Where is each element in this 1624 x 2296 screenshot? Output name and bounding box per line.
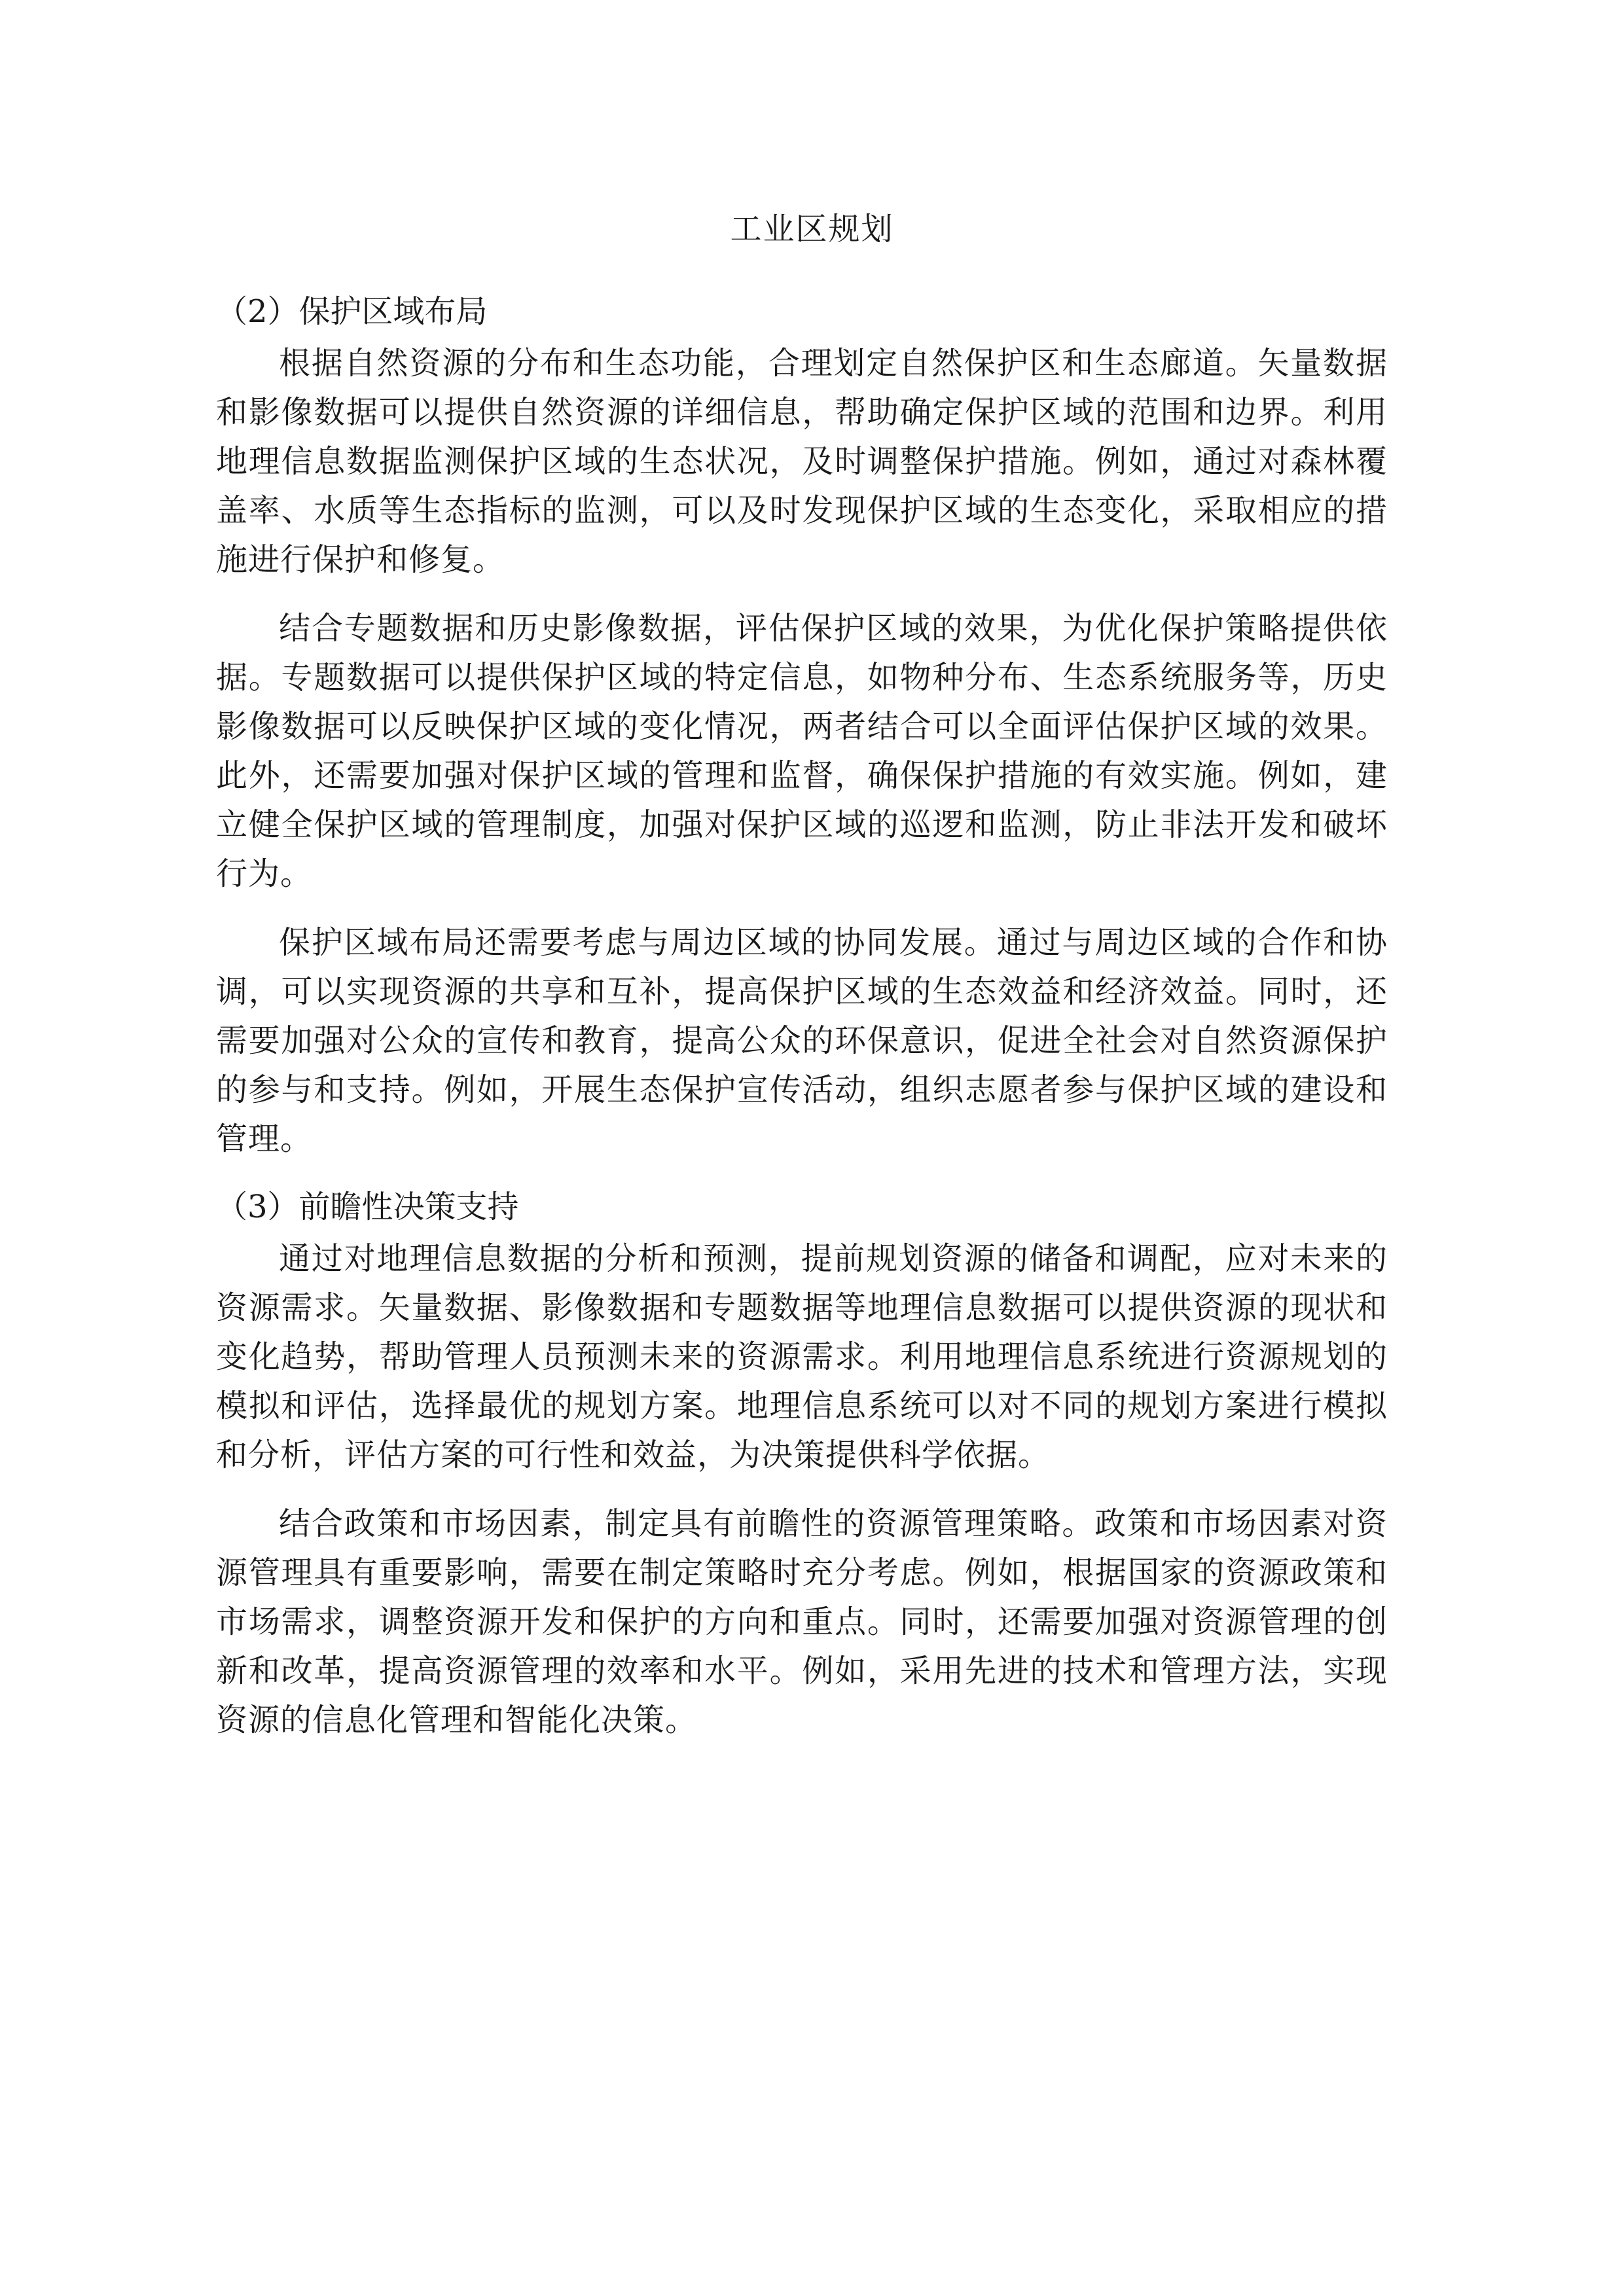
section-heading-forward-decision-support: （3）前瞻性决策支持 bbox=[216, 1189, 519, 1225]
paragraph: 结合专题数据和历史影像数据，评估保护区域的效果，为优化保护策略提供依据。专题数据可以提供保护区域的特定信息，如物种分布、生态系统服务等，历史影像数据可以反映保护区域的变化情况，两者结合可以全面评估保护区域的效果。此外，还需要加强对保护区域的管理和监督，确保保护措施的有效实施。例如，建立健全保护区域的管理制度，加强对保护区域的巡逻和监测，防止非法开发和破坏行为。 bbox=[216, 610, 1388, 892]
document-body bbox=[216, 288, 1388, 1765]
section-heading-protection-layout: （2）保护区域布局 bbox=[216, 293, 488, 330]
page-title: 工业区规划 bbox=[730, 211, 894, 247]
paragraph: 结合政策和市场因素，制定具有前瞻性的资源管理策略。政策和市场因素对资源管理具有重要影响，需要在制定策略时充分考虑。例如，根据国家的资源政策和市场需求，调整资源开发和保护的方向和重点。同时，还需要加强对资源管理的创新和改革，提高资源管理的效率和水平。例如，采用先进的技术和管理方法，实现资源的信息化管理和智能化决策。 bbox=[216, 1505, 1388, 1738]
paragraph: 根据自然资源的分布和生态功能，合理划定自然保护区和生态廊道。矢量数据和影像数据可以提供自然资源的详细信息，帮助确定保护区域的范围和边界。利用地理信息数据监测保护区域的生态状况，及时调整保护措施。例如，通过对森林覆盖率、水质等生态指标的监测，可以及时发现保护区域的生态变化，采取相应的措施进行保护和修复。 bbox=[216, 345, 1388, 578]
paragraph: 通过对地理信息数据的分析和预测，提前规划资源的储备和调配，应对未来的资源需求。矢量数据、影像数据和专题数据等地理信息数据可以提供资源的现状和变化趋势，帮助管理人员预测未来的资源需求。利用地理信息系统进行资源规划的模拟和评估，选择最优的规划方案。地理信息系统可以对不同的规划方案进行模拟和分析，评估方案的可行性和效益，为决策提供科学依据。 bbox=[216, 1240, 1388, 1473]
paragraph: 保护区域布局还需要考虑与周边区域的协同发展。通过与周边区域的合作和协调，可以实现资源的共享和互补，提高保护区域的生态效益和经济效益。同时，还需要加强对公众的宣传和教育，提高公众的环保意识，促进全社会对自然资源保护的参与和支持。例如，开展生态保护宣传活动，组织志愿者参与保护区域的建设和管理。 bbox=[216, 924, 1388, 1157]
